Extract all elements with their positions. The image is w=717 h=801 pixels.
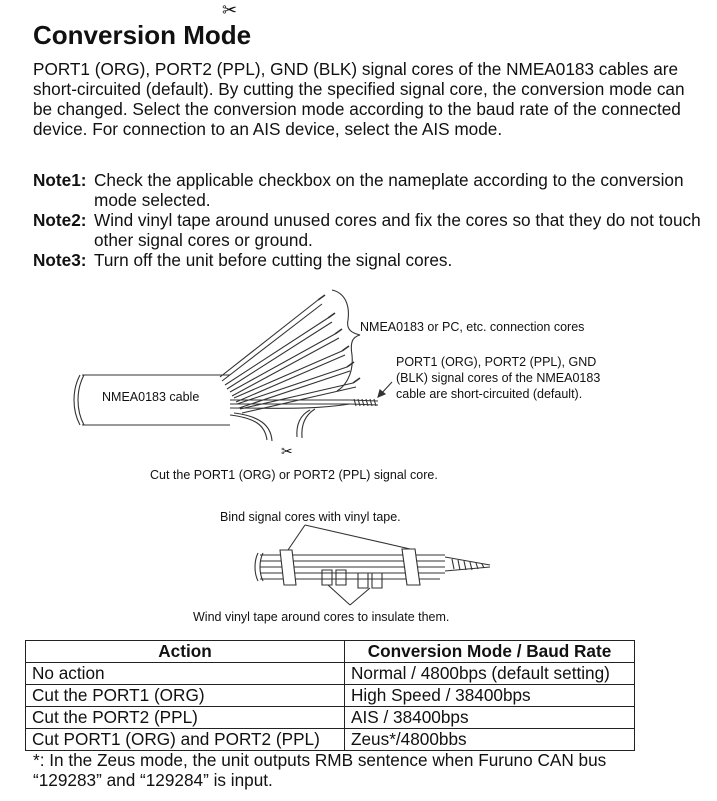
note-text: Turn off the unit before cutting the signal cores. (94, 250, 453, 270)
note-2 (33, 210, 703, 250)
footnote-line-1: *: In the Zeus mode, the unit outputs RMB sentence when Furuno CAN bus (33, 750, 607, 770)
cable-drawing (60, 285, 660, 625)
scissors-icon: ✂ (281, 443, 293, 459)
notes-list (33, 170, 703, 270)
scissors-icon: ✂ (222, 0, 238, 20)
table-row (26, 685, 635, 707)
note-label: Note1: (33, 170, 87, 190)
action-cell: Cut the PORT2 (PPL) (26, 707, 345, 729)
note-text: Wind vinyl tape around unused cores and fix the cores so that they do not touch other signal cores or ground. (94, 210, 701, 250)
column-header-action: Action (26, 641, 345, 663)
mode-cell: Zeus*/4800bbs (345, 729, 635, 751)
note-text: Check the applicable checkbox on the nameplate according to the conversion mode selected. (94, 170, 684, 210)
note-label: Note2: (33, 210, 87, 230)
connection-cores-label: NMEA0183 or PC, etc. connection cores (360, 320, 585, 334)
cable-label: NMEA0183 cable (102, 390, 200, 404)
table-row (26, 663, 635, 685)
column-header-mode: Conversion Mode / Baud Rate (345, 641, 635, 663)
footnote (33, 750, 693, 790)
action-cell: Cut PORT1 (ORG) and PORT2 (PPL) (26, 729, 345, 751)
table-row (26, 729, 635, 751)
short-circuit-label-line1: PORT1 (ORG), PORT2 (PPL), GND (396, 355, 597, 369)
mode-cell: High Speed / 38400bps (345, 685, 635, 707)
table-header-row (26, 641, 635, 663)
conversion-mode-table (25, 640, 635, 751)
action-cell: No action (26, 663, 345, 685)
mode-cell: AIS / 38400bps (345, 707, 635, 729)
bind-label: Bind signal cores with vinyl tape. (220, 510, 401, 524)
table-row (26, 707, 635, 729)
footnote-line-2: “129283” and “129284” is input. (33, 770, 273, 790)
mode-cell: Normal / 4800bps (default setting) (345, 663, 635, 685)
intro-paragraph: PORT1 (ORG), PORT2 (PPL), GND (BLK) signal cores of the NMEA0183 cables are short-circuited (default). By cutting the specified signal core, the conversion mode can be changed. Select the conversion mode according to the baud rate of the connected device. For connection to an AIS device, select the AIS mode. (33, 59, 685, 139)
note-3 (33, 250, 703, 270)
short-circuit-label-line2: (BLK) signal cores of the NMEA0183 (396, 371, 601, 385)
wind-label: Wind vinyl tape around cores to insulate them. (193, 610, 450, 624)
cable-diagram (60, 285, 660, 625)
note-1 (33, 170, 703, 210)
note-label: Note3: (33, 250, 87, 270)
page-title: Conversion Mode (33, 20, 252, 50)
short-circuit-label-line3: cable are short-circuited (default). (396, 387, 583, 401)
action-cell: Cut the PORT1 (ORG) (26, 685, 345, 707)
cut-label: Cut the PORT1 (ORG) or PORT2 (PPL) signal core. (150, 468, 438, 482)
